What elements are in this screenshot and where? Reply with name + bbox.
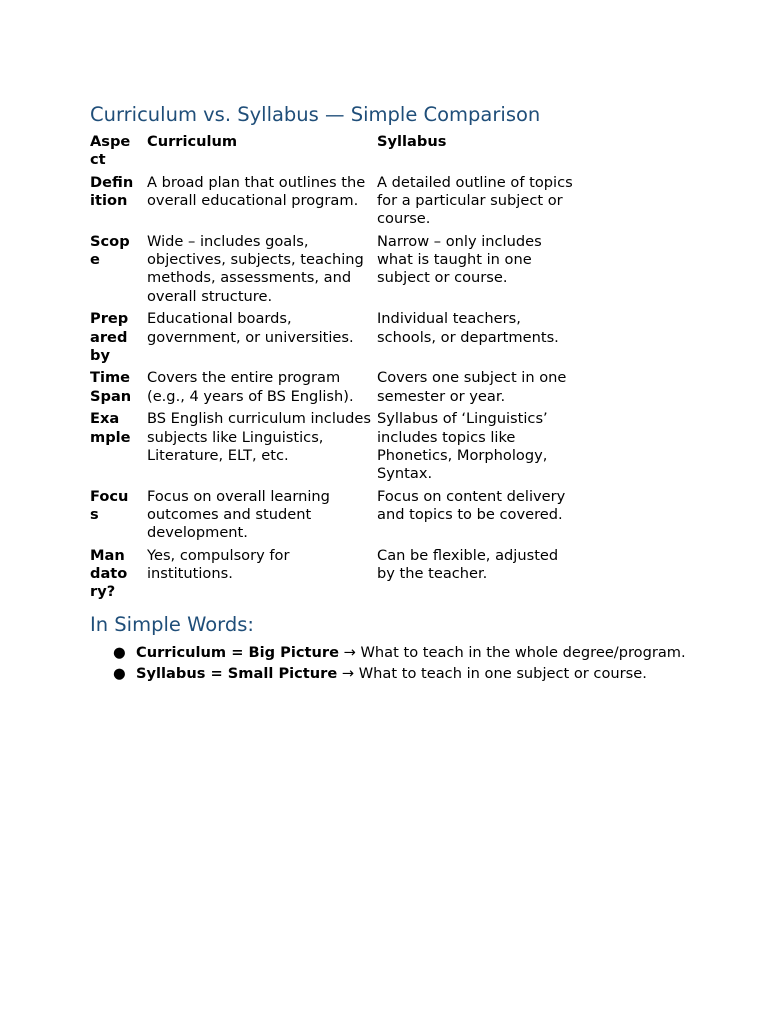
summary-item-term: Syllabus = Small Picture bbox=[136, 664, 338, 682]
list-item bbox=[90, 644, 710, 662]
table-row bbox=[90, 233, 580, 310]
summary-list bbox=[90, 644, 710, 683]
curriculum-cell: BS English curriculum includes subjects like Linguistics, Literature, ELT, etc. bbox=[147, 410, 371, 464]
table-header-row bbox=[90, 133, 580, 174]
summary-item-text: → What to teach in one subject or course. bbox=[337, 664, 647, 682]
syllabus-cell: Covers one subject in one semester or year. bbox=[377, 369, 567, 405]
table-row bbox=[90, 410, 580, 487]
syllabus-cell: Can be flexible, adjusted by the teacher. bbox=[377, 546, 559, 582]
table-row bbox=[90, 547, 580, 606]
summary-heading: In Simple Words: bbox=[90, 612, 254, 636]
curriculum-cell: Focus on overall learning outcomes and student development. bbox=[147, 487, 330, 542]
curriculum-cell: Educational boards, government, or universities. bbox=[147, 310, 354, 346]
syllabus-cell: Syllabus of ‘Linguistics’ includes topics like Phonetics, Morphology, Syntax. bbox=[377, 410, 548, 482]
comparison-table bbox=[90, 133, 580, 606]
bullet-icon: ● bbox=[113, 664, 126, 682]
row-aspect-cell: Mandatory? bbox=[90, 546, 128, 601]
syllabus-cell: Focus on content delivery and topics to be covered. bbox=[377, 487, 566, 523]
row-aspect-cell: Example bbox=[90, 410, 131, 446]
curriculum-cell: Wide – includes goals, objectives, subjects, teaching methods, assessments, and overall structure. bbox=[147, 233, 364, 305]
syllabus-cell: A detailed outline of topics for a particular subject or course. bbox=[377, 173, 573, 228]
document-page bbox=[90, 101, 710, 685]
list-item bbox=[90, 665, 710, 683]
bullet-icon: ● bbox=[113, 643, 126, 661]
row-aspect-cell: Scope bbox=[90, 233, 130, 269]
header-curriculum: Curriculum bbox=[147, 133, 238, 150]
header-aspect: Aspect bbox=[90, 133, 131, 169]
row-aspect-cell: Focus bbox=[90, 487, 129, 523]
curriculum-cell: Yes, compulsory for institutions. bbox=[147, 546, 290, 582]
row-aspect-cell: Time Span bbox=[90, 369, 132, 405]
syllabus-cell: Narrow – only includes what is taught in one subject or course. bbox=[377, 233, 542, 287]
table-row bbox=[90, 488, 580, 547]
header-syllabus: Syllabus bbox=[377, 133, 447, 150]
table-row bbox=[90, 369, 580, 410]
curriculum-cell: Covers the entire program (e.g., 4 years of BS English). bbox=[147, 369, 354, 405]
row-aspect-cell: Prepared by bbox=[90, 310, 129, 364]
page-title: Curriculum vs. Syllabus — Simple Comparison bbox=[90, 103, 541, 126]
table-row bbox=[90, 174, 580, 233]
summary-item-text: → What to teach in the whole degree/program. bbox=[339, 643, 686, 661]
summary-item-term: Curriculum = Big Picture bbox=[136, 643, 339, 661]
syllabus-cell: Individual teachers, schools, or departments. bbox=[377, 310, 559, 346]
table-row bbox=[90, 310, 580, 369]
curriculum-cell: A broad plan that outlines the overall educational program. bbox=[147, 173, 366, 210]
row-aspect-cell: Definition bbox=[90, 173, 134, 210]
